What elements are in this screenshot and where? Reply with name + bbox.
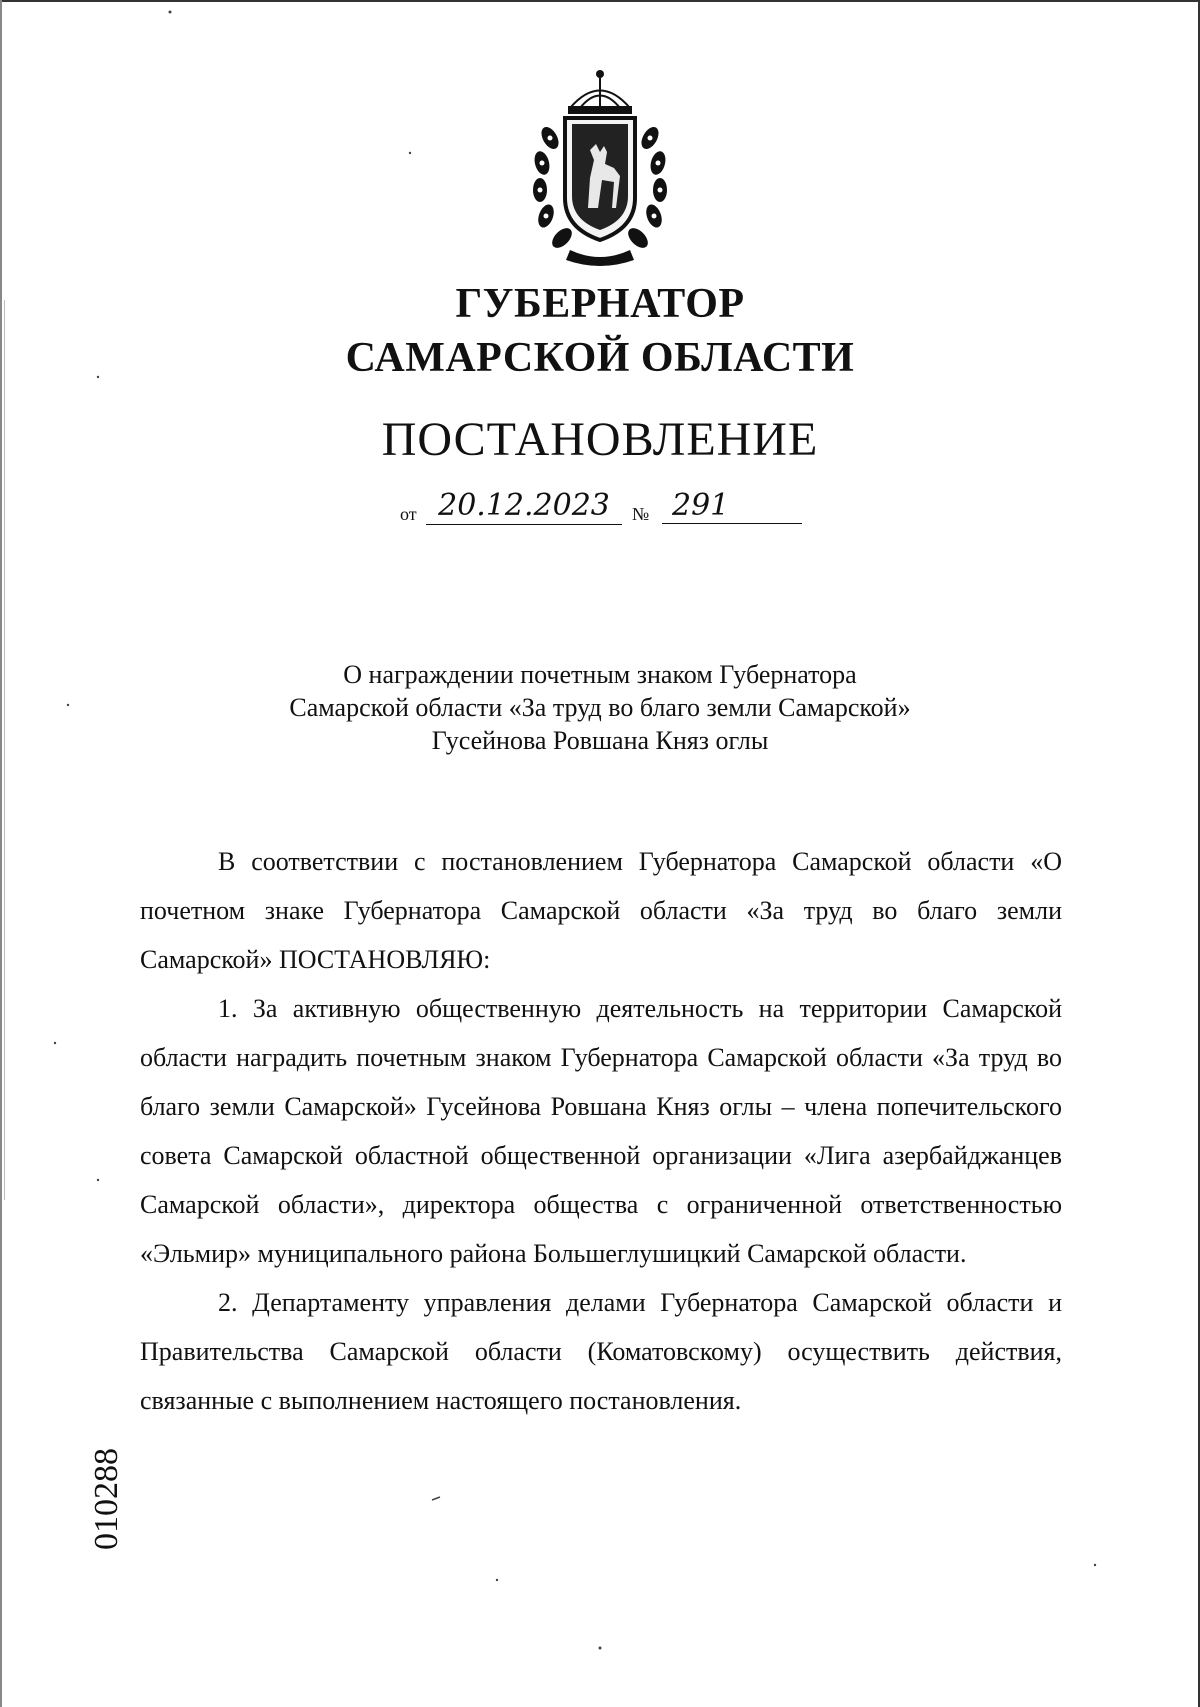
document-type-title: ПОСТАНОВЛЕНИЕ: [381, 413, 819, 466]
body-paragraph-item-2: 2. Департаменту управления делами Губернатора Самарской области и Правительства Самарской области (Коматовскому) осуществить действия, связанные с выполнением настоящего постановления.: [140, 1288, 1062, 1415]
serial-number-text: 010288: [88, 1448, 125, 1550]
date-prefix: от: [400, 504, 417, 524]
authority-title-line2: САМАРСКОЙ ОБЛАСТИ: [345, 335, 855, 381]
body-paragraph-preamble: В соответствии с постановлением Губернатора Самарской области «О почетном знаке Губернатора Самарской области «За труд во благо земли Самарской» ПОСТАНОВЛЯЮ:: [140, 847, 1062, 974]
subject-line: Самарской области «За труд во благо земли Самарской»: [289, 693, 911, 722]
document-date: 20.12.2023: [426, 488, 622, 525]
body-paragraph-item-1: 1. За активную общественную деятельность на территории Самарской области наградить почетным знаком Губернатора Самарской области «За труд во благо земли Самарской» Гусейнова Ровшана Княз оглы – члена попечительского совета Самарской областной общественной организации «Лига азербайджанцев Самарской области», директора общества с ограниченной ответственностью «Эльмир» муниципального района Большеглушицкий Самарской области.: [140, 994, 1062, 1268]
authority-title-line1: ГУБЕРНАТОР: [455, 281, 745, 327]
subject-line: Гусейнова Ровшана Княз оглы: [431, 726, 769, 755]
document-number: 291: [662, 488, 802, 524]
subject-line: О награждении почетным знаком Губернатора: [343, 660, 857, 689]
number-prefix: №: [632, 504, 650, 524]
